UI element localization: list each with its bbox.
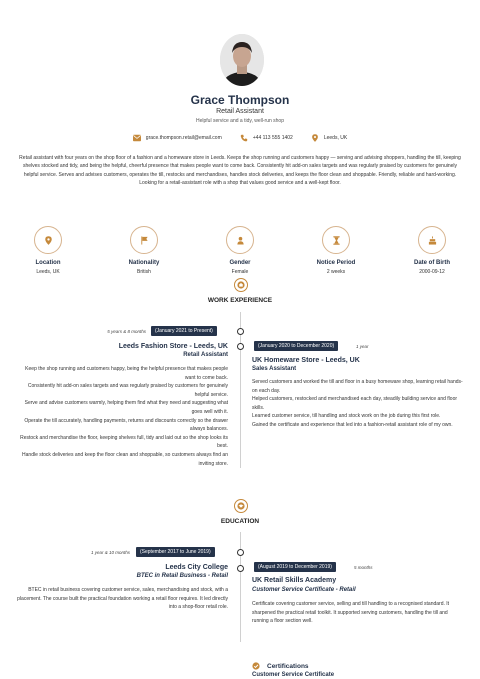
fact-value: 2000-09-12	[419, 269, 445, 275]
email-text: grace.thompson.retail@email.com	[145, 135, 222, 141]
date-badge: (January 2021 to Present)	[151, 326, 217, 336]
fact-value: Leeds, UK	[36, 269, 60, 275]
contact-bar	[0, 134, 480, 142]
school-name: UK Retail Skills Academy	[252, 577, 337, 584]
contact-phone[interactable]	[240, 134, 293, 142]
education-description: BTEC in retail business covering customer service, sales, merchandising and stock, with a placement. The course built the practical foundation working a retail floor requires. It led directly into a shop-floor retail role.	[17, 587, 228, 611]
job-description	[16, 365, 228, 468]
graduation-cap-icon	[234, 499, 248, 513]
fact-location	[18, 226, 78, 275]
duration-text: 1 year & 10 months	[90, 550, 130, 555]
contact-location	[311, 134, 347, 142]
timeline-node	[237, 549, 244, 556]
duration-text: 5 months	[354, 565, 373, 570]
qualification-name: BTEC in Retail Business - Retail	[136, 573, 228, 579]
fact-label: Date of Birth	[414, 260, 450, 266]
page-title: Grace Thompson	[190, 93, 290, 107]
tagline: Helpful service and a tidy, well-run shop	[195, 118, 284, 124]
description-line: Served customers and worked the till and floor in a busy homeware shop, learning retail hands-on each day.	[252, 379, 463, 394]
fact-label: Gender	[229, 260, 251, 266]
envelope-icon	[133, 134, 141, 142]
school-name: Leeds City College	[165, 564, 228, 571]
fact-label: Location	[35, 260, 61, 266]
description-line: Learned customer service, till handling and stock work on the job during this first role.	[252, 413, 441, 420]
fact-date-of-birth	[402, 226, 462, 275]
description-line: Serve and advise customers warmly, helping them find what they need and suggesting what goes well with it.	[24, 400, 228, 415]
fact-label: Nationality	[128, 260, 160, 266]
personal-facts	[18, 226, 462, 275]
position-name: Retail Assistant	[183, 352, 228, 358]
description-line: Handle stock deliveries and keep the floor clean and shoppable, so customers always find an inviting store.	[22, 451, 228, 467]
contact-email[interactable]	[133, 134, 222, 142]
certification-item: Customer Service Certificate	[252, 672, 335, 678]
certifications-title: Certifications	[267, 663, 309, 670]
briefcase-icon	[234, 278, 248, 292]
description-line: Helped customers, restocked and merchandised each day, steadily building service and floor skills.	[252, 396, 458, 411]
description-line: Restock and merchandise the floor, keeping shelves full, tidy and laid out so the shop looks its best.	[20, 434, 228, 450]
fact-label: Notice Period	[316, 260, 356, 266]
person-icon	[236, 236, 245, 245]
duration-text: 5 years & 8 months	[107, 329, 146, 334]
section-title-work: WORK EXPERIENCE	[207, 297, 273, 304]
timeline-node	[237, 565, 244, 572]
job-role: Retail Assistant	[216, 108, 264, 115]
certificate-icon	[252, 662, 260, 670]
qualification-name: Customer Service Certificate - Retail	[252, 587, 356, 593]
timeline-node	[237, 328, 244, 335]
date-badge: (September 2017 to June 2019)	[136, 547, 215, 557]
fact-value: 2 weeks	[326, 269, 346, 275]
profile-summary: Retail assistant with four years on the shop floor of a fashion and a homeware store in Leeds. Keeps the shop running and customers happy — serving and advising shoppers, handling the till, keeping shelves stocked and tidy, and being the helpful, cheerful presence that makes people want to come back. Consistently hit add-on sales targets and was regularly praised by customers for genuinely helpful service. Serves and advises customers, operates the till, restocks and merchandises, handles stock deliveries, and keeps the floor clean and shoppable. Friendly, reliable and hard-working. Looking for a retail-assistant role with a shop that values good service and a well-kept floor.	[19, 155, 461, 187]
timeline-line	[240, 312, 241, 468]
job-description	[252, 378, 464, 430]
map-pin-icon	[44, 236, 53, 245]
fact-gender	[210, 226, 270, 275]
timeline-node	[237, 343, 244, 350]
phone-icon	[240, 134, 248, 142]
hourglass-icon	[332, 236, 341, 245]
fact-notice-period	[306, 226, 366, 275]
location-text: Leeds, UK	[323, 135, 348, 141]
company-name: UK Homeware Store - Leeds, UK	[252, 357, 360, 364]
fact-value: Female	[231, 269, 249, 275]
education-description: Certificate covering customer service, selling and till handling to a recognised standard. It sharpened the practical retail toolkit. It supported serving customers, handling the till and running a floor section well.	[252, 601, 450, 625]
description-line: Gained the certificate and experience that led into a fashion-retail assistant role of my own.	[252, 421, 453, 428]
avatar	[220, 34, 264, 86]
map-pin-icon	[311, 134, 319, 142]
position-name: Sales Assistant	[252, 366, 297, 372]
flag-icon	[140, 236, 149, 245]
section-title-education: EDUCATION	[220, 518, 260, 525]
date-badge: (January 2020 to December 2020)	[254, 341, 338, 351]
company-name: Leeds Fashion Store - Leeds, UK	[118, 343, 228, 350]
description-line: Keep the shop running and customers happy, being the helpful presence that makes people want to come back.	[25, 366, 228, 381]
phone-text: +44 113 555 1402	[252, 135, 293, 141]
fact-value: British	[137, 269, 151, 275]
date-badge: (August 2019 to December 2019)	[254, 562, 336, 572]
description-line: Consistently hit add-on sales targets and was regularly praised by customers for genuinely helpful service.	[27, 383, 228, 398]
duration-text: 1 year	[356, 344, 369, 349]
fact-nationality	[114, 226, 174, 275]
cake-icon	[428, 236, 437, 245]
description-line: Operate the till accurately, handling payments, returns and discounts correctly so the drawer always balances.	[24, 417, 228, 433]
